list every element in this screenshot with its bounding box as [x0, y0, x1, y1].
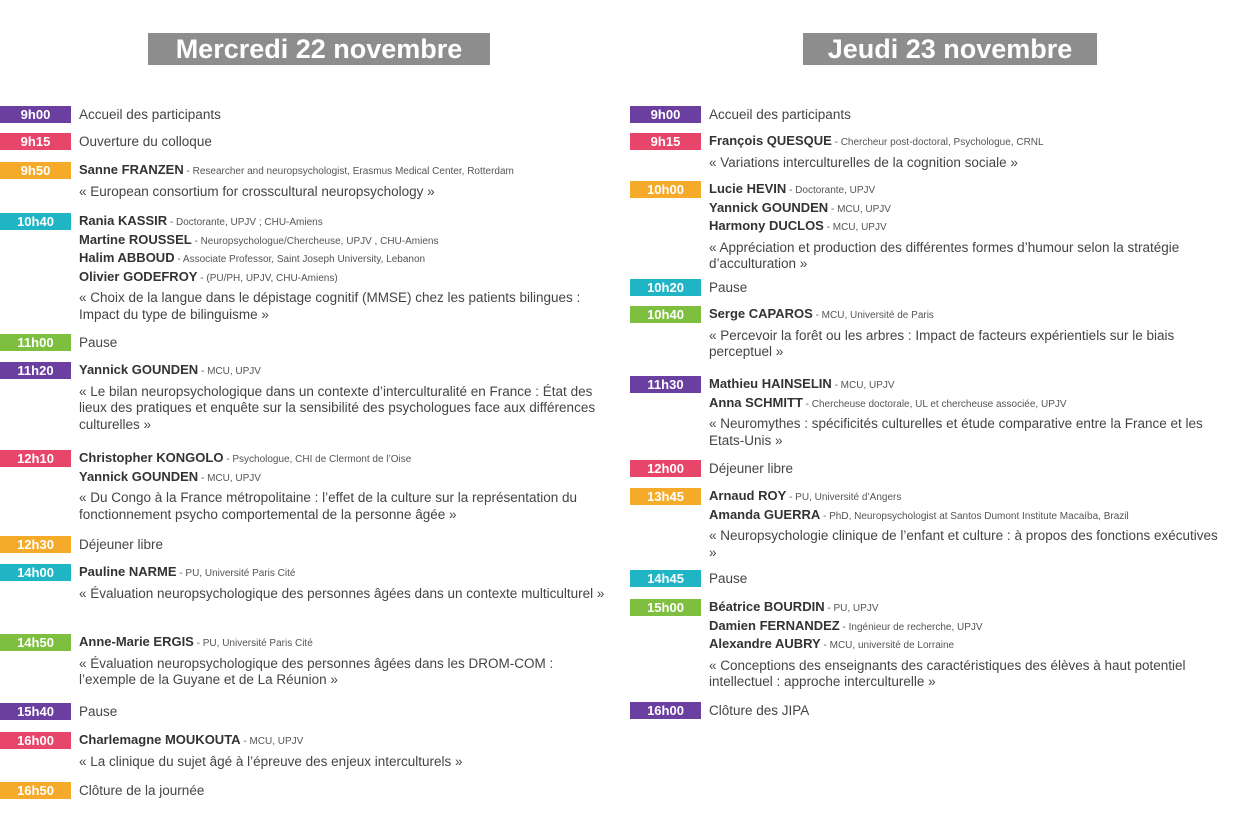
session-label: Clôture des JIPA	[709, 703, 810, 718]
time-badge: 13h45	[630, 488, 701, 505]
speaker-line	[709, 636, 1229, 655]
speaker-affiliation: - Doctorante, UPJV ; CHU-Amiens	[167, 217, 323, 228]
speaker-line	[79, 732, 609, 751]
time-badge: 11h00	[0, 334, 71, 351]
speaker-line	[709, 376, 1229, 395]
speaker-affiliation: - MCU, Université de Paris	[812, 310, 934, 321]
slot-content	[709, 181, 1229, 273]
speaker-name: Rania KASSIR	[79, 213, 168, 228]
speaker-line	[709, 181, 1229, 200]
speaker-name: Yannick GOUNDEN	[79, 468, 199, 484]
slot-content	[79, 213, 609, 323]
session-label: Pause	[709, 280, 748, 295]
speaker-affiliation: - PU, Université Paris Cité	[193, 638, 313, 649]
talk-title: « Le bilan neuropsychologique dans un contexte d’interculturalité en France : État des lieux des pratiques et enquête sur la sensibilité des psychologues face aux différences culturelles »	[79, 383, 596, 432]
slot-content	[79, 782, 609, 799]
speaker-name: Lucie HEVIN	[709, 181, 787, 196]
slot-content	[79, 162, 609, 200]
slot-content	[709, 460, 1229, 477]
speaker-affiliation: - PU, Université d’Angers	[786, 492, 902, 503]
speaker-affiliation: - PU, Université Paris Cité	[176, 568, 296, 579]
speaker-line	[709, 618, 1229, 637]
slot-content	[709, 376, 1229, 449]
slot-content	[79, 536, 609, 553]
session-label: Déjeuner libre	[709, 461, 794, 476]
time-badge: 15h00	[630, 599, 701, 616]
talk-title: « Neuromythes : spécificités culturelles et étude comparative entre la France et les Etats-Unis »	[709, 416, 1203, 448]
time-badge: 9h15	[630, 133, 701, 150]
speaker-line	[79, 634, 609, 653]
session-label: Accueil des participants	[709, 107, 851, 122]
talk-title: « Conceptions des enseignants des caractéristiques des élèves à haut potentiel intellectuel : approche interculturelle »	[709, 657, 1186, 689]
speaker-line	[709, 488, 1229, 507]
speaker-affiliation: - Doctorante, UPJV	[786, 185, 876, 196]
speaker-name: Anna SCHMITT	[709, 394, 803, 410]
day-title-wednesday: Mercredi 22 novembre	[148, 33, 490, 65]
slot-content	[709, 133, 1229, 171]
speaker-name: Alexandre AUBRY	[709, 636, 821, 651]
time-badge: 14h00	[0, 564, 71, 581]
time-badge: 14h45	[630, 570, 701, 587]
slot-content	[79, 732, 609, 770]
speaker-name: Yannick GOUNDEN	[79, 362, 199, 377]
speaker-name: Harmony DUCLOS	[709, 218, 824, 233]
time-badge: 14h50	[0, 634, 71, 651]
speaker-affiliation: - MCU, UPJV	[823, 222, 887, 233]
session-label: Accueil des participants	[79, 107, 221, 122]
speaker-name: Mathieu HAINSELIN	[709, 376, 832, 391]
slot-content	[79, 450, 609, 523]
time-badge: 15h40	[0, 703, 71, 720]
slot-content	[709, 702, 1229, 719]
time-badge: 10h40	[0, 213, 71, 230]
session-label: Déjeuner libre	[79, 537, 164, 552]
slot-content	[79, 564, 609, 602]
speaker-affiliation: - MCU, UPJV	[828, 203, 891, 215]
speaker-affiliation: - MCU, UPJV	[240, 736, 304, 747]
slot-content	[79, 133, 609, 150]
speaker-line	[79, 450, 609, 469]
slot-content	[79, 703, 609, 720]
speaker-name: Béatrice BOURDIN	[709, 599, 825, 614]
time-badge: 10h20	[630, 279, 701, 296]
talk-title: « Choix de la langue dans le dépistage cognitif (MMSE) chez les patients bilingues : Impact du type de bilinguisme »	[79, 290, 581, 322]
time-badge: 9h15	[0, 133, 71, 150]
speaker-affiliation: - Researcher and neuropsychologist, Erasmus Medical Center, Rotterdam	[183, 166, 514, 177]
time-badge: 11h20	[0, 362, 71, 379]
speaker-name: Christopher KONGOLO	[79, 450, 224, 465]
speaker-line	[709, 599, 1229, 618]
time-badge: 12h00	[630, 460, 701, 477]
speaker-affiliation: - PhD, Neuropsychologist at Santos Dumont Institute Macaíba, Brazil	[820, 510, 1129, 522]
speaker-line	[79, 564, 609, 583]
slot-content	[79, 362, 609, 433]
time-badge: 16h00	[0, 732, 71, 749]
time-badge: 9h00	[0, 106, 71, 123]
session-label: Pause	[79, 704, 118, 719]
speaker-affiliation: - PU, UPJV	[824, 603, 879, 614]
speaker-name: Arnaud ROY	[709, 488, 787, 503]
slot-content	[79, 334, 609, 351]
speaker-line	[79, 162, 609, 181]
slot-content	[709, 599, 1229, 691]
talk-title: « Évaluation neuropsychologique des personnes âgées dans les DROM-COM : l’exemple de la Guyane et de La Réunion »	[79, 655, 554, 687]
speaker-name: Halim ABBOUD	[79, 250, 175, 265]
slot-content	[79, 634, 609, 689]
session-label: Pause	[709, 571, 748, 586]
speaker-name: Damien FERNANDEZ	[709, 617, 840, 633]
speaker-line	[709, 507, 1229, 526]
speaker-line	[79, 362, 609, 381]
speaker-line	[709, 395, 1229, 414]
talk-title: « Percevoir la forêt ou les arbres : Impact de facteurs expérientiels sur le biais perceptuel »	[709, 327, 1175, 359]
speaker-line	[709, 306, 1229, 325]
speaker-name: Charlemagne MOUKOUTA	[79, 732, 241, 747]
talk-title: « Évaluation neuropsychologique des personnes âgées dans un contexte multiculturel »	[79, 585, 605, 601]
speaker-name: Sanne FRANZEN	[79, 162, 184, 177]
time-badge: 16h00	[630, 702, 701, 719]
speaker-affiliation: - Psychologue, CHI de Clermont de l’Oise	[223, 454, 412, 465]
time-badge: 12h30	[0, 536, 71, 553]
speaker-line	[709, 200, 1229, 219]
speaker-affiliation: - Chercheur post-doctoral, Psychologue, CRNL	[831, 137, 1044, 148]
speaker-line	[79, 250, 609, 269]
time-badge: 10h00	[630, 181, 701, 198]
time-badge: 16h50	[0, 782, 71, 799]
speaker-name: Serge CAPAROS	[709, 306, 813, 321]
time-badge: 10h40	[630, 306, 701, 323]
speaker-line	[79, 213, 609, 232]
time-badge: 9h50	[0, 162, 71, 179]
slot-content	[79, 106, 609, 123]
speaker-line	[709, 133, 1229, 152]
speaker-name: Martine ROUSSEL	[79, 231, 192, 247]
talk-title: « European consortium for crosscultural neuropsychology »	[79, 183, 435, 199]
slot-content	[709, 306, 1229, 361]
talk-title: « Variations interculturelles de la cognition sociale »	[709, 154, 1018, 170]
talk-title: « Neuropsychologie clinique de l’enfant et culture : à propos des fonctions exécutives »	[709, 528, 1218, 560]
talk-title: « Du Congo à la France métropolitaine : l’effet de la culture sur la représentation du fonctionnement psycho comportemental de la personne âgée »	[79, 490, 578, 522]
slot-content	[709, 279, 1229, 296]
session-label: Clôture de la journée	[79, 783, 205, 798]
session-label: Ouverture du colloque	[79, 134, 212, 149]
speaker-affiliation: - (PU/PH, UPJV, CHU-Amiens)	[197, 272, 338, 284]
time-badge: 11h30	[630, 376, 701, 393]
talk-title: « Appréciation et production des différentes formes d’humour selon la stratégie d’acculturation »	[709, 239, 1180, 271]
day-title-thursday: Jeudi 23 novembre	[803, 33, 1097, 65]
slot-content	[709, 570, 1229, 587]
speaker-affiliation: - Associate Professor, Saint Joseph University, Lebanon	[174, 254, 426, 265]
speaker-line	[79, 269, 609, 288]
speaker-name: François QUESQUE	[709, 133, 832, 148]
time-badge: 9h00	[630, 106, 701, 123]
speaker-line	[709, 218, 1229, 237]
speaker-affiliation: - MCU, université de Lorraine	[820, 640, 955, 651]
speaker-name: Pauline NARME	[79, 564, 177, 579]
session-label: Pause	[79, 335, 118, 350]
talk-title: « La clinique du sujet âgé à l’épreuve des enjeux interculturels »	[79, 753, 463, 769]
speaker-name: Amanda GUERRA	[709, 506, 821, 522]
speaker-affiliation: - Neuropsychologue/Chercheuse, UPJV , CHU-Amiens	[191, 235, 439, 247]
speaker-name: Yannick GOUNDEN	[709, 199, 829, 215]
speaker-affiliation: - Ingénieur de recherche, UPJV	[839, 621, 983, 633]
slot-content	[709, 488, 1229, 561]
time-badge: 12h10	[0, 450, 71, 467]
speaker-line	[79, 232, 609, 251]
speaker-name: Olivier GODEFROY	[79, 268, 198, 284]
speaker-affiliation: - MCU, UPJV	[198, 472, 261, 484]
speaker-line	[79, 469, 609, 488]
speaker-affiliation: - MCU, UPJV	[831, 380, 895, 391]
speaker-affiliation: - Chercheuse doctorale, UL et chercheuse associée, UPJV	[802, 398, 1067, 410]
slot-content	[709, 106, 1229, 123]
speaker-affiliation: - MCU, UPJV	[198, 366, 261, 377]
speaker-name: Anne-Marie ERGIS	[79, 634, 194, 649]
